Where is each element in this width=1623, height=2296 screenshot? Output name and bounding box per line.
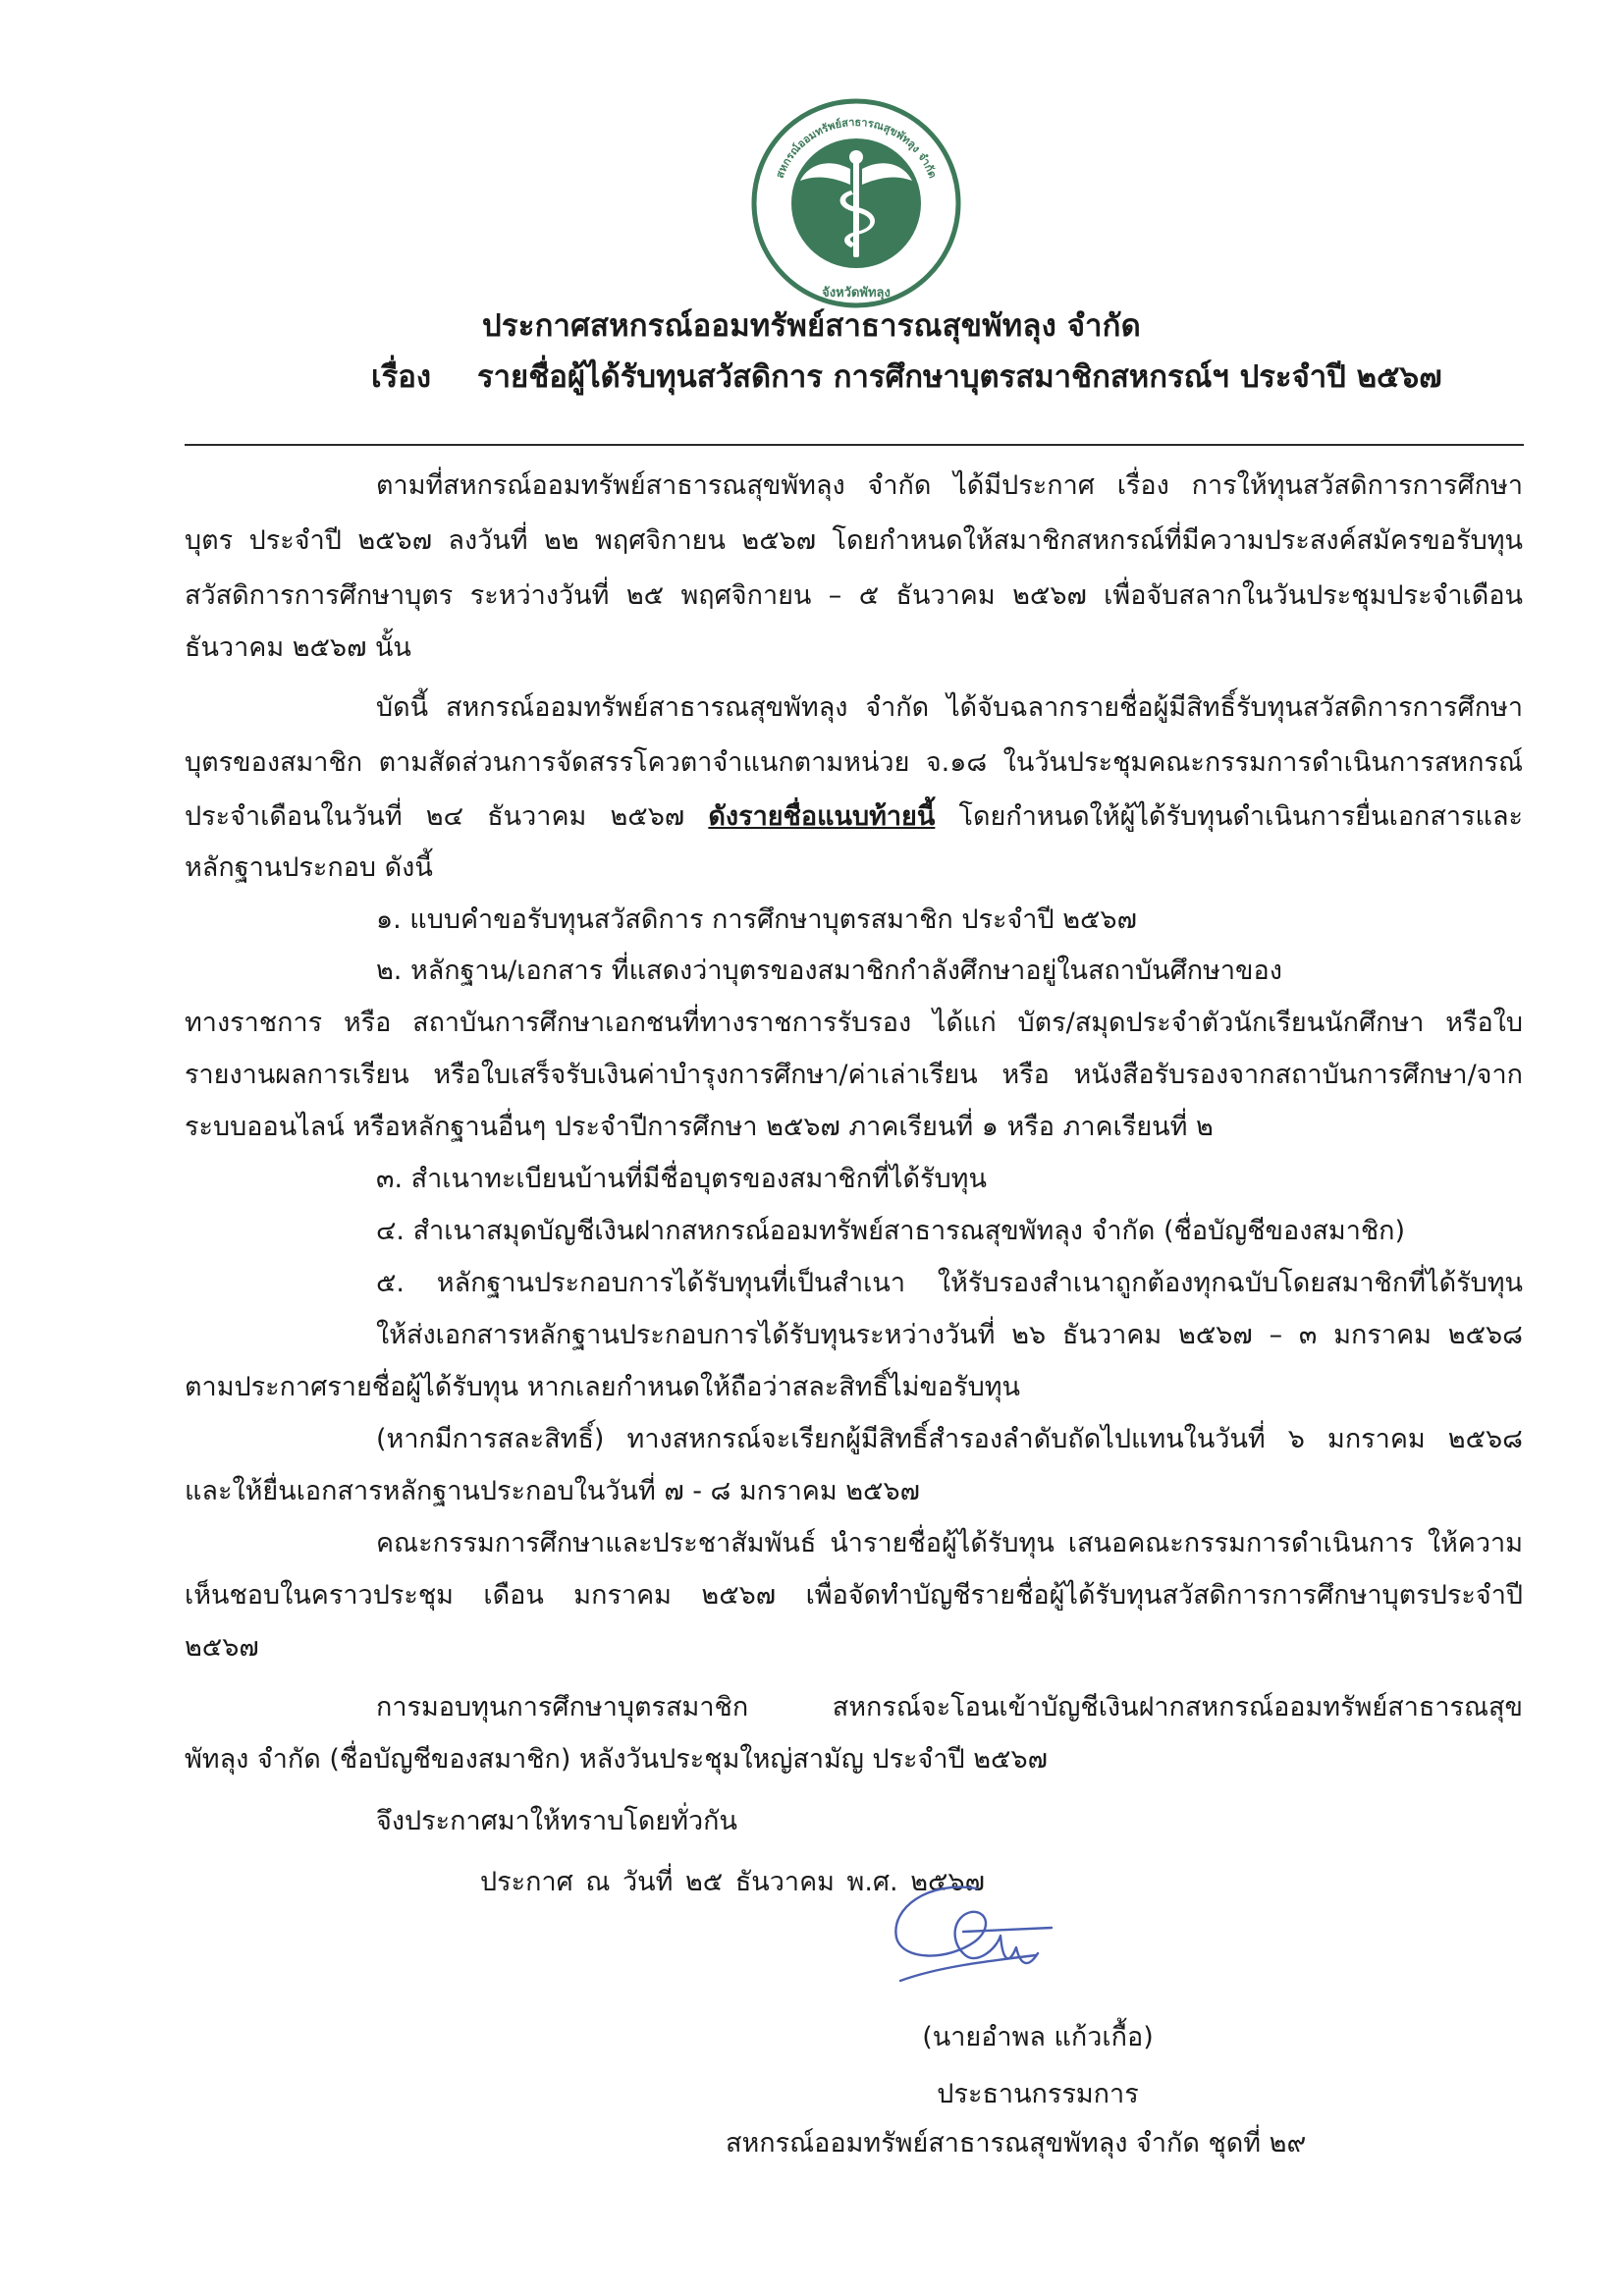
para3-line6: เห็นชอบในคราวประชุม เดือน มกราคม ๒๕๖๗ เพื่อจัดทำบัญชีรายชื่อผู้ได้รับทุนสวัสดิการการศึกษาบุตรประจำปี	[185, 1580, 1523, 1611]
item-1: ๑. แบบคำขอรับทุนสวัสดิการ การศึกษาบุตรสมาชิก ประจำปี ๒๕๖๗	[376, 904, 1137, 935]
item-3: ๓. สำเนาทะเบียนบ้านที่มีชื่อบุตรของสมาชิกที่ได้รับทุน	[376, 1164, 987, 1194]
para2-line3: ประจำเดือนในวันที่ ๒๔ ธันวาคม ๒๕๖๗ ดังรายชื่อแนบท้ายนี้ โดยกำหนดให้ผู้ได้รับทุนดำเนินการยื่นเอกสารและ	[185, 801, 1523, 832]
para4-line2: พัทลุง จำกัด (ชื่อบัญชีของสมาชิก) หลังวันประชุมใหญ่สามัญ ประจำปี ๒๕๖๗	[185, 1744, 1048, 1775]
header-divider	[185, 444, 1524, 446]
attached-list-emphasis: ดังรายชื่อแนบท้ายนี้	[708, 801, 936, 832]
item-5: ๕. หลักฐานประกอบการได้รับทุนที่เป็นสำเนา ให้รับรองสำเนาถูกต้องทุกฉบับโดยสมาชิกที่ได้รับทุน	[376, 1268, 1523, 1298]
para1-line3: สวัสดิการการศึกษาบุตร ระหว่างวันที่ ๒๕ พฤศจิกายน – ๕ ธันวาคม ๒๕๖๗ เพื่อจับสลากในวันประชุมประจำเดือน	[185, 580, 1523, 611]
seal-bottom-text: จังหวัดพัทลุง	[822, 286, 891, 301]
para2-line4: หลักฐานประกอบ ดังนี้	[185, 852, 433, 883]
signer-position: ประธานกรรมการ	[937, 2079, 1139, 2109]
para1-line2: บุตร ประจำปี ๒๕๖๗ ลงวันที่ ๒๒ พฤศจิกายน ๒๕๖๗ โดยกำหนดให้สมาชิกสหกรณ์ที่มีความประสงค์สมัครขอรับทุน	[185, 525, 1523, 556]
item-2-cont-line3: ระบบออนไลน์ หรือหลักฐานอื่นๆ ประจำปีการศึกษา ๒๕๖๗ ภาคเรียนที่ ๑ หรือ ภาคเรียนที่ ๒	[185, 1112, 1214, 1142]
item-2-cont-line2: รายงานผลการเรียน หรือใบเสร็จรับเงินค่าบำรุงการศึกษา/ค่าเล่าเรียน หรือ หนังสือรับรองจากสถาบันการศึกษา/จาก	[185, 1060, 1523, 1090]
announcement-date: ประกาศ ณ วันที่ ๒๕ ธันวาคม พ.ศ. ๒๕๖๗	[480, 1867, 985, 1897]
handwritten-signature	[869, 1871, 1085, 1998]
closing-statement: จึงประกาศมาให้ทราบโดยทั่วกัน	[376, 1806, 737, 1836]
para1-line4: ธันวาคม ๒๕๖๗ นั้น	[185, 632, 411, 663]
subject-label: เรื่อง	[371, 359, 432, 395]
announcement-subject	[371, 352, 1442, 401]
para4-line1: การมอบทุนการศึกษาบุตรสมาชิก สหกรณ์จะโอนเข้าบัญชีเงินฝากสหกรณ์ออมทรัพย์สาธารณสุข	[376, 1692, 1523, 1722]
para3-line4: และให้ยื่นเอกสารหลักฐานประกอบในวันที่ ๗ - ๘ มกราคม ๒๕๖๗	[185, 1476, 920, 1506]
para3-line7: ๒๕๖๗	[185, 1632, 259, 1663]
para3-line1: ให้ส่งเอกสารหลักฐานประกอบการได้รับทุนระหว่างวันที่ ๒๖ ธันวาคม ๒๕๖๗ – ๓ มกราคม ๒๕๖๘	[376, 1320, 1523, 1350]
item-2-cont-line1: ทางราชการ หรือ สถาบันการศึกษาเอกชนที่ทางราชการรับรอง ได้แก่ บัตร/สมุดประจำตัวนักเรียนนักศึกษา หรือใบ	[185, 1008, 1523, 1038]
signer-organization: สหกรณ์ออมทรัพย์สาธารณสุขพัทลุง จำกัด ชุดที่ ๒๙	[726, 2128, 1307, 2159]
item-2: ๒. หลักฐาน/เอกสาร ที่แสดงว่าบุตรของสมาชิกกำลังศึกษาอยู่ในสถาบันศึกษาของ	[376, 956, 1282, 986]
announcement-title: ประกาศสหกรณ์ออมทรัพย์สาธารณสุขพัทลุง จำกัด	[482, 308, 1141, 344]
para1-line1: ตามที่สหกรณ์ออมทรัพย์สาธารณสุขพัทลุง จำกัด ได้มีประกาศ เรื่อง การให้ทุนสวัสดิการการศึกษา	[376, 470, 1523, 501]
para2-line1: บัดนี้ สหกรณ์ออมทรัพย์สาธารณสุขพัทลุง จำกัด ได้จับฉลากรายชื่อผู้มีสิทธิ์รับทุนสวัสดิการการศึกษา	[376, 692, 1523, 723]
seal-top-text: สหกรณ์ออมทรัพย์สาธารณสุขพัทลุง จำกัด	[773, 115, 940, 181]
para3-line2: ตามประกาศรายชื่อผู้ได้รับทุน หากเลยกำหนดให้ถือว่าสละสิทธิ์ไม่ขอรับทุน	[185, 1372, 1021, 1402]
item-4: ๔. สำเนาสมุดบัญชีเงินฝากสหกรณ์ออมทรัพย์สาธารณสุขพัทลุง จำกัด (ชื่อบัญชีของสมาชิก)	[376, 1216, 1406, 1246]
signer-name: (นายอำพล แก้วเกื้อ)	[922, 2022, 1154, 2052]
para2-line2: บุตรของสมาชิก ตามสัดส่วนการจัดสรรโควตาจำแนกตามหน่วย จ.๑๘ ในวันประชุมคณะกรรมการดำเนินการสหกรณ์	[185, 747, 1523, 778]
para3-line3: (หากมีการสละสิทธิ์) ทางสหกรณ์จะเรียกผู้มีสิทธิ์สำรองลำดับถัดไปแทนในวันที่ ๖ มกราคม ๒๕๖๘	[376, 1424, 1523, 1454]
para3-line5: คณะกรรมการศึกษาและประชาสัมพันธ์ นำรายชื่อผู้ได้รับทุน เสนอคณะกรรมการดำเนินการ ให้ความ	[376, 1528, 1523, 1558]
subject-text: รายชื่อผู้ได้รับทุนสวัสดิการ การศึกษาบุตรสมาชิกสหกรณ์ฯ ประจำปี ๒๕๖๗	[477, 359, 1442, 395]
cooperative-seal-logo	[749, 96, 963, 310]
